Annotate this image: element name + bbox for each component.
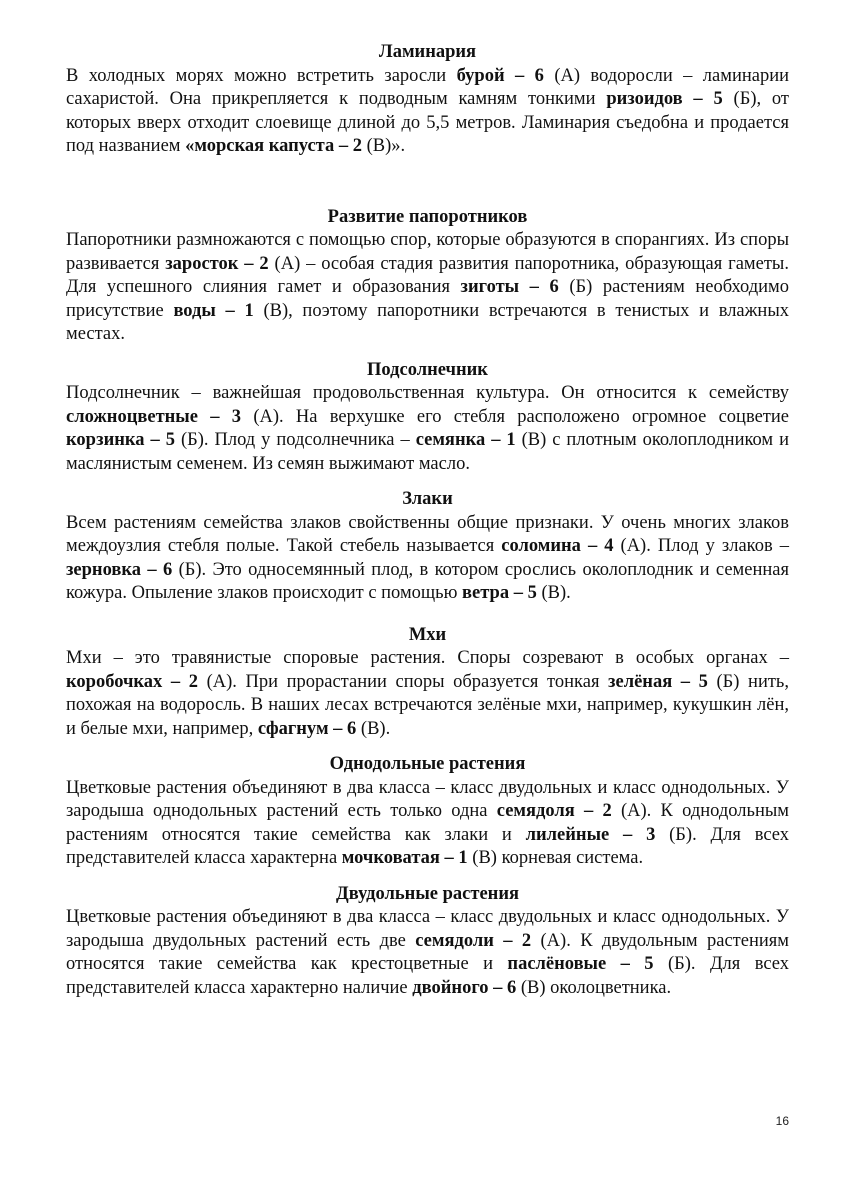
answer-term: зелёная – 5 [608, 671, 708, 692]
paragraph-text: В холодных морях можно встретить заросли [66, 65, 457, 86]
section-sunflower [66, 359, 789, 477]
section-paragraph [66, 65, 789, 159]
paragraph-text: (В) околоцветника. [516, 977, 672, 998]
section-paragraph [66, 229, 789, 347]
answer-term: ризоидов – 5 [606, 89, 723, 109]
section-cereals [66, 488, 789, 606]
document-page [66, 41, 789, 1000]
paragraph-text: Папоротники размножаются с помощью спор, которые образуются в спорангиях. Из споры развивается [66, 230, 789, 274]
answer-term: воды – 1 [173, 300, 254, 321]
answer-term: семядоли – 2 [415, 930, 532, 951]
answer-term: паслёновые – 5 [507, 954, 654, 974]
paragraph-text: (Б). Для всех представителей класса характерно наличие [66, 954, 789, 998]
paragraph-text: (Б). Это односемянный плод, в котором срослись околоплодник и семенная кожура. Опыление злаков происходит с помощью [66, 559, 789, 603]
paragraph-text: (В), поэтому папоротники встречаются в тенистых и влажных местах. [66, 300, 789, 344]
answer-term: двойного – 6 [412, 977, 517, 998]
answer-term: мочковатая – 1 [341, 848, 468, 868]
section-title: Злаки [402, 489, 453, 509]
section-paragraph [66, 906, 789, 1000]
page-number: 16 [775, 1114, 789, 1128]
paragraph-text: (В)». [362, 136, 406, 156]
paragraph-text: (А). Плод у злаков – [613, 536, 789, 556]
paragraph-text: (А) – особая стадия развития папоротника, образующая гаметы. Для успешного слияния гамет и образования [66, 253, 789, 297]
answer-term: зиготы – 6 [460, 277, 559, 297]
paragraph-text: (А). На верхушке его стебля расположено огромное соцветие [241, 406, 789, 427]
paragraph-text: (А). При прорастании споры образуется тонкая [198, 671, 609, 692]
section-paragraph [66, 777, 789, 871]
paragraph-text: Подсолнечник – важнейшая продовольственная культура. Он относится к семейству [66, 383, 789, 403]
answer-term: семядоля – 2 [496, 801, 612, 821]
answer-term: ветра – 5 [462, 583, 537, 603]
section-paragraph [66, 382, 789, 476]
paragraph-text: (В). [356, 718, 391, 739]
paragraph-text: (В) с плотным околоплодником и маслянистым семенем. Из семян выжимают масло. [66, 430, 789, 474]
section-title: Двудольные растения [335, 883, 519, 904]
answer-term: соломина – 4 [501, 536, 614, 556]
paragraph-text: (Б) нить, похожая на водоросль. В наших лесах встречаются зелёные мхи, например, кукушкин лён, и белые мхи, например, [66, 671, 789, 739]
section-title: Ламинария [378, 42, 477, 62]
section-dicots [66, 883, 789, 1001]
paragraph-text: (А). К двудольным растениям относятся такие семейства как крестоцветные и [66, 930, 789, 974]
section-title: Мхи [408, 624, 447, 645]
section-title: Однодольные растения [329, 754, 526, 774]
paragraph-text: (Б) растениям необходимо присутствие [66, 277, 789, 321]
section-laminaria [66, 41, 789, 159]
paragraph-text: Всем растениям семейства злаков свойственны общие признаки. У очень многих злаков междоузлия стебля полые. Такой стебель называется [66, 512, 789, 556]
answer-term: заросток – 2 [165, 253, 269, 274]
section-paragraph [66, 512, 789, 606]
answer-term: «морская капуста – 2 [185, 136, 362, 156]
paragraph-text: Цветковые растения объединяют в два класса – класс двудольных и класс однодольных. У зародыша однодольных растений есть только одна [66, 777, 789, 821]
answer-term: зерновка – 6 [66, 559, 173, 580]
answer-term: сфагнум – 6 [257, 718, 357, 739]
answer-term: сложноцветные – 3 [66, 406, 242, 427]
section-paragraph [66, 647, 789, 741]
paragraph-text: Мхи – это травянистые споровые растения. Споры созревают в особых органах – [66, 648, 789, 668]
section-mosses [66, 624, 789, 742]
paragraph-text: (В). [536, 583, 571, 603]
section-monocots [66, 753, 789, 871]
section-title: Развитие папоротников [327, 206, 528, 227]
answer-term: корзинка – 5 [66, 430, 175, 450]
paragraph-text: (А) водоросли – ламинарии сахаристой. Она прикрепляется к подводным камням тонкими [66, 65, 790, 109]
paragraph-text: (А). К однодольным растениям относятся такие семейства как злаки и [66, 801, 789, 845]
section-title: Подсолнечник [367, 359, 488, 380]
paragraph-text: (Б). Для всех представителей класса характерна [66, 824, 789, 868]
answer-term: лилейные – 3 [525, 824, 656, 845]
paragraph-text: Цветковые растения объединяют в два класса – класс двудольных и класс однодольных. У зародыша двудольных растений есть две [66, 907, 789, 951]
paragraph-text: (В) корневая система. [467, 848, 644, 868]
answer-term: коробочках – 2 [66, 671, 198, 692]
paragraph-text: (Б). Плод у подсолнечника – [174, 430, 416, 450]
answer-term: бурой – 6 [456, 65, 544, 86]
section-ferns [66, 206, 789, 347]
answer-term: семянка – 1 [415, 430, 516, 450]
paragraph-text: (Б), от которых вверх отходит слоевище длиной до 5,5 метров. Ламинария съедобна и продается под названием [66, 89, 789, 156]
